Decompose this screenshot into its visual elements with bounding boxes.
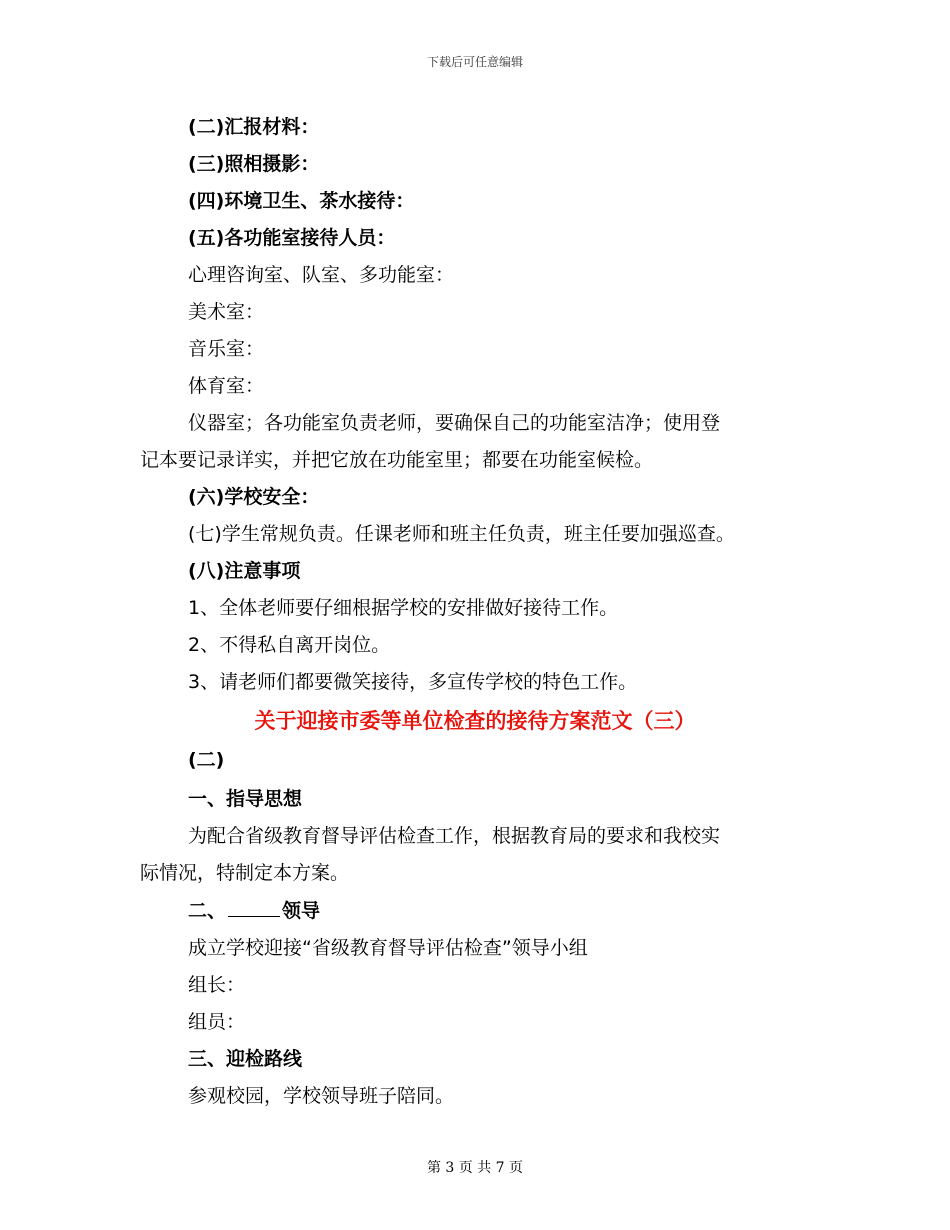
paragraph-line: 组长：	[188, 974, 246, 996]
paragraph-line: 心理咨询室、队室、多功能室：	[188, 264, 455, 286]
paragraph-line: 记本要记录详实，并把它放在功能室里；都要在功能室候检。	[140, 449, 654, 471]
heading-leadership-label: 领导	[282, 900, 321, 922]
paragraph-line: 成立学校迎接“省级教育督导评估检查”领导小组	[188, 937, 588, 959]
list-item: 1、全体老师要仔细根据学校的安排做好接待工作。	[188, 597, 619, 619]
page-header: 下载后可任意编辑	[426, 55, 523, 69]
section-title: 关于迎接市委等单位检查的接待方案范文（三）	[254, 709, 696, 733]
heading-inspection-route: 三、迎检路线	[188, 1048, 303, 1070]
heading-school-safety: (六)学校安全：	[188, 486, 320, 508]
heading-two: (二)	[188, 749, 225, 771]
heading-notes: (八)注意事项	[188, 560, 301, 582]
paragraph-line: 美术室：	[188, 301, 265, 323]
paragraph-line: (七)学生常规负责。任课老师和班主任负责，班主任要加强巡查。	[188, 523, 735, 545]
heading-environment: (四)环境卫生、茶水接待：	[188, 190, 415, 212]
page-footer: 第 3 页 共 7 页	[426, 1160, 524, 1176]
paragraph-line: 参观校园，学校领导班子陪同。	[188, 1085, 455, 1107]
paragraph-line: 音乐室：	[188, 338, 265, 360]
blank-underline	[228, 898, 280, 917]
paragraph-line: 组员：	[188, 1011, 246, 1033]
heading-photography: (三)照相摄影：	[188, 153, 320, 175]
heading-report-materials: (二)汇报材料：	[188, 116, 320, 138]
paragraph-line: 际情况，特制定本方案。	[140, 862, 350, 884]
heading-leadership	[188, 898, 320, 923]
list-item: 3、请老师们都要微笑接待，多宣传学校的特色工作。	[188, 671, 638, 693]
heading-leadership-number: 二、	[188, 900, 227, 922]
paragraph-line: 为配合省级教育督导评估检查工作，根据教育局的要求和我校实	[188, 825, 721, 847]
heading-function-rooms: (五)各功能室接待人员：	[188, 227, 396, 249]
list-item: 2、不得私自离开岗位。	[188, 634, 391, 656]
heading-guiding-idea: 一、指导思想	[188, 788, 303, 810]
paragraph-line: 仪器室；各功能室负责老师，要确保自己的功能室洁净；使用登	[188, 412, 721, 434]
paragraph-line: 体育室：	[188, 375, 265, 397]
